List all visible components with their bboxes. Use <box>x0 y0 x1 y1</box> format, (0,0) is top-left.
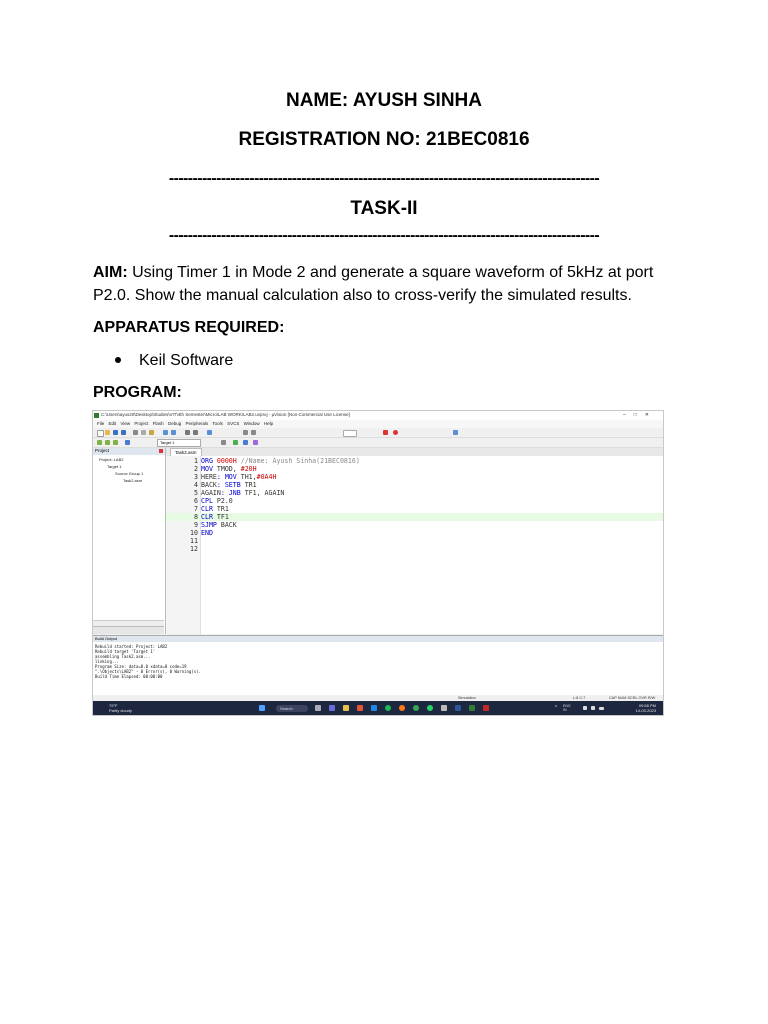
code-line[interactable] <box>166 489 664 497</box>
code-token: TF1 <box>216 513 229 521</box>
code-text <box>201 529 213 537</box>
components-icon <box>253 440 258 445</box>
code-token: : MOV <box>216 473 241 481</box>
build-output-line: ".\Objects\LAB2" - 0 Error(s), 0 Warning(s). <box>95 669 201 674</box>
code-token: AGAIN <box>201 489 221 497</box>
code-token: #20H <box>240 465 257 473</box>
code-line[interactable] <box>166 529 664 537</box>
line-number: 2 <box>194 465 198 473</box>
code-token: #0A4H <box>256 473 277 481</box>
code-text <box>201 497 233 505</box>
code-token: : SETB <box>216 481 245 489</box>
wifi-icon[interactable] <box>583 706 587 710</box>
line-number: 1 <box>194 457 198 465</box>
windows-taskbar <box>93 701 664 716</box>
code-editor[interactable] <box>166 456 664 634</box>
clock-date: 14-03-2023 <box>635 708 656 713</box>
rebuild-icon <box>113 440 118 445</box>
firefox-icon[interactable] <box>399 705 405 711</box>
code-text <box>201 521 237 529</box>
build-output-line: Rebuild started: Project: LAB2 <box>95 644 168 649</box>
toolbar-2 <box>93 438 663 448</box>
clock-time: 09:58 PM <box>638 703 656 708</box>
bookmark-icon <box>207 430 212 435</box>
line-number: 10 <box>190 529 198 537</box>
code-token: END <box>201 529 213 537</box>
apparatus-heading: APPARATUS REQUIRED: <box>93 319 285 336</box>
breakpoint-icon <box>393 430 398 435</box>
paste-icon <box>149 430 154 435</box>
project-group[interactable]: Source Group 1 <box>115 471 144 476</box>
code-line[interactable] <box>166 513 664 521</box>
line-number: 6 <box>194 497 198 505</box>
status-simulation: Simulation <box>458 696 476 700</box>
code-token: //Name: Ayush Sinha(21BEC0816) <box>236 457 360 465</box>
project-panel-header: Project <box>93 448 165 455</box>
chevron-up-icon[interactable]: ^ <box>555 705 558 711</box>
brave-icon[interactable] <box>357 705 363 711</box>
redo-icon <box>171 430 176 435</box>
photos-icon[interactable] <box>441 705 447 711</box>
code-line[interactable] <box>166 505 664 513</box>
menu-items: File Edit View Project Flash Debug Peripherals Tools SVCS Window Help <box>97 421 274 426</box>
code-line[interactable] <box>166 521 664 529</box>
status-keys: CAP NUM SCRL OVR R/W <box>609 696 656 700</box>
save-all-icon <box>121 430 126 435</box>
uvision-taskbar-icon[interactable] <box>469 705 475 711</box>
code-text <box>201 505 229 513</box>
code-token: ORG <box>201 457 217 465</box>
apparatus-item-label: Keil Software <box>139 352 234 369</box>
code-token: CLR <box>201 505 217 513</box>
task-view-icon[interactable] <box>315 705 321 711</box>
undo-icon <box>163 430 168 435</box>
app-icon[interactable] <box>483 705 489 711</box>
window-title: C:\Users\ayus20\Desktop\Studies\VIT\4th Semester\Micro\LAB WORK\LAB2.uvproj - µVision [Non-Commercial Use License] <box>101 412 350 417</box>
code-line[interactable] <box>166 537 664 545</box>
aim-label: AIM: <box>93 264 128 281</box>
build-output-header: Build Output <box>93 636 664 642</box>
project-file[interactable]: Task2.asm <box>123 478 143 483</box>
code-line[interactable] <box>166 473 664 481</box>
target-select[interactable]: Target 1 <box>157 439 201 447</box>
code-text <box>201 465 257 473</box>
indent-icon <box>243 430 248 435</box>
code-token: TR1 <box>216 505 229 513</box>
build-icon <box>105 440 110 445</box>
ide-screenshot <box>92 410 664 716</box>
explorer-icon[interactable] <box>343 705 349 711</box>
whatsapp-icon[interactable] <box>427 705 433 711</box>
window-controls: –□✕ <box>623 412 657 418</box>
uvision-icon <box>94 413 99 418</box>
save-icon <box>113 430 118 435</box>
ide-menu-bar <box>93 420 663 428</box>
student-name: NAME: AYUSH SINHA <box>285 90 482 111</box>
bullet-icon <box>115 357 121 363</box>
cut-icon <box>133 430 138 435</box>
status-cursor-pos: L:8 C:7 <box>573 696 586 700</box>
task-title: TASK-II <box>350 198 418 219</box>
close-icon[interactable] <box>159 449 163 453</box>
volume-icon[interactable] <box>591 706 595 710</box>
open-icon <box>105 430 110 435</box>
code-token: P2.0 <box>216 497 233 505</box>
aim-text: Using Timer 1 in Mode 2 and generate a square waveform of 5kHz at port P2.0. Show the manual calculation also to cross-verify the simulated results. <box>93 264 654 304</box>
line-number: 4 <box>194 481 198 489</box>
line-number: 7 <box>194 505 198 513</box>
code-text <box>201 473 276 481</box>
code-text <box>201 489 284 497</box>
options-icon <box>221 440 226 445</box>
search-label: Search <box>280 706 293 711</box>
find-icon <box>343 430 357 437</box>
battery-icon[interactable] <box>599 707 604 710</box>
code-token: HERE <box>201 473 217 481</box>
download-icon <box>125 440 130 445</box>
code-token: BACK <box>201 481 217 489</box>
code-line[interactable] <box>166 457 664 465</box>
project-panel <box>93 448 166 634</box>
build-output-line: assembling Task2.asm... <box>95 654 151 659</box>
project-tabs[interactable] <box>93 626 164 634</box>
start-icon[interactable] <box>259 705 265 711</box>
project-root[interactable]: Project: LAB2 <box>99 457 124 462</box>
spotify-icon[interactable] <box>385 705 391 711</box>
code-text <box>201 481 257 489</box>
nav-back-icon <box>185 430 190 435</box>
code-line[interactable] <box>166 497 664 505</box>
copy-icon <box>141 430 146 435</box>
nav-forward-icon <box>193 430 198 435</box>
debug-start-icon <box>383 430 388 435</box>
code-token: TR1 <box>244 481 257 489</box>
pack-icon <box>243 440 248 445</box>
settings-icon <box>453 430 458 435</box>
new-file-icon <box>97 430 104 437</box>
weather-desc: Partly cloudy <box>109 708 132 713</box>
code-token: CPL <box>201 497 217 505</box>
manage-icon <box>233 440 238 445</box>
line-number: 12 <box>190 545 198 553</box>
divider-bottom: ------------------------------------------------------------------------------------------- <box>168 227 600 244</box>
code-text <box>201 457 360 465</box>
code-token: 0000H <box>216 457 237 465</box>
vpn-icon[interactable] <box>371 705 377 711</box>
editor-tab-bar <box>166 448 664 456</box>
line-number: 8 <box>194 513 198 521</box>
code-token: BACK <box>220 521 237 529</box>
translate-icon <box>97 440 102 445</box>
code-token: CLR <box>201 513 217 521</box>
program-heading: PROGRAM: <box>93 384 182 401</box>
build-output-line: Rebuild target 'Target 1' <box>95 649 156 654</box>
line-number: 9 <box>194 521 198 529</box>
code-token: : JNB <box>220 489 245 497</box>
code-token: TH1, <box>240 473 257 481</box>
project-target[interactable]: Target 1 <box>107 464 122 469</box>
code-text <box>201 513 229 521</box>
code-token: MOV <box>201 465 217 473</box>
aim-paragraph <box>93 261 683 307</box>
search-box[interactable] <box>276 705 308 712</box>
word-icon[interactable] <box>455 705 461 711</box>
chrome-icon[interactable] <box>413 705 419 711</box>
comment-icon <box>251 430 256 435</box>
build-output-line: Build Time Elapsed: 00:00:00 <box>95 674 163 679</box>
build-output-line: linking... <box>95 659 120 664</box>
line-number: 5 <box>194 489 198 497</box>
code-token: SJMP <box>201 521 221 529</box>
toolbar-1 <box>93 428 663 438</box>
line-number: 11 <box>190 537 198 545</box>
code-line[interactable] <box>166 465 664 473</box>
line-number: 3 <box>194 473 198 481</box>
registration-number: REGISTRATION NO: 21BEC0816 <box>238 129 530 150</box>
code-line[interactable] <box>166 545 664 553</box>
code-line[interactable] <box>166 481 664 489</box>
clock[interactable] <box>636 703 656 713</box>
language-indicator[interactable]: ENG IN <box>563 704 571 712</box>
file-tab[interactable]: Task2.asm <box>170 448 202 457</box>
chat-icon[interactable] <box>329 705 335 711</box>
build-output-line: Program Size: data=8.0 xdata=0 code=19 <box>95 664 187 669</box>
code-token: TMOD, <box>216 465 241 473</box>
code-token: TF1, AGAIN <box>244 489 285 497</box>
weather-widget[interactable] <box>99 703 132 713</box>
weather-temp: 79°F <box>109 703 118 708</box>
divider-top: ------------------------------------------------------------------------------------------- <box>168 170 600 187</box>
